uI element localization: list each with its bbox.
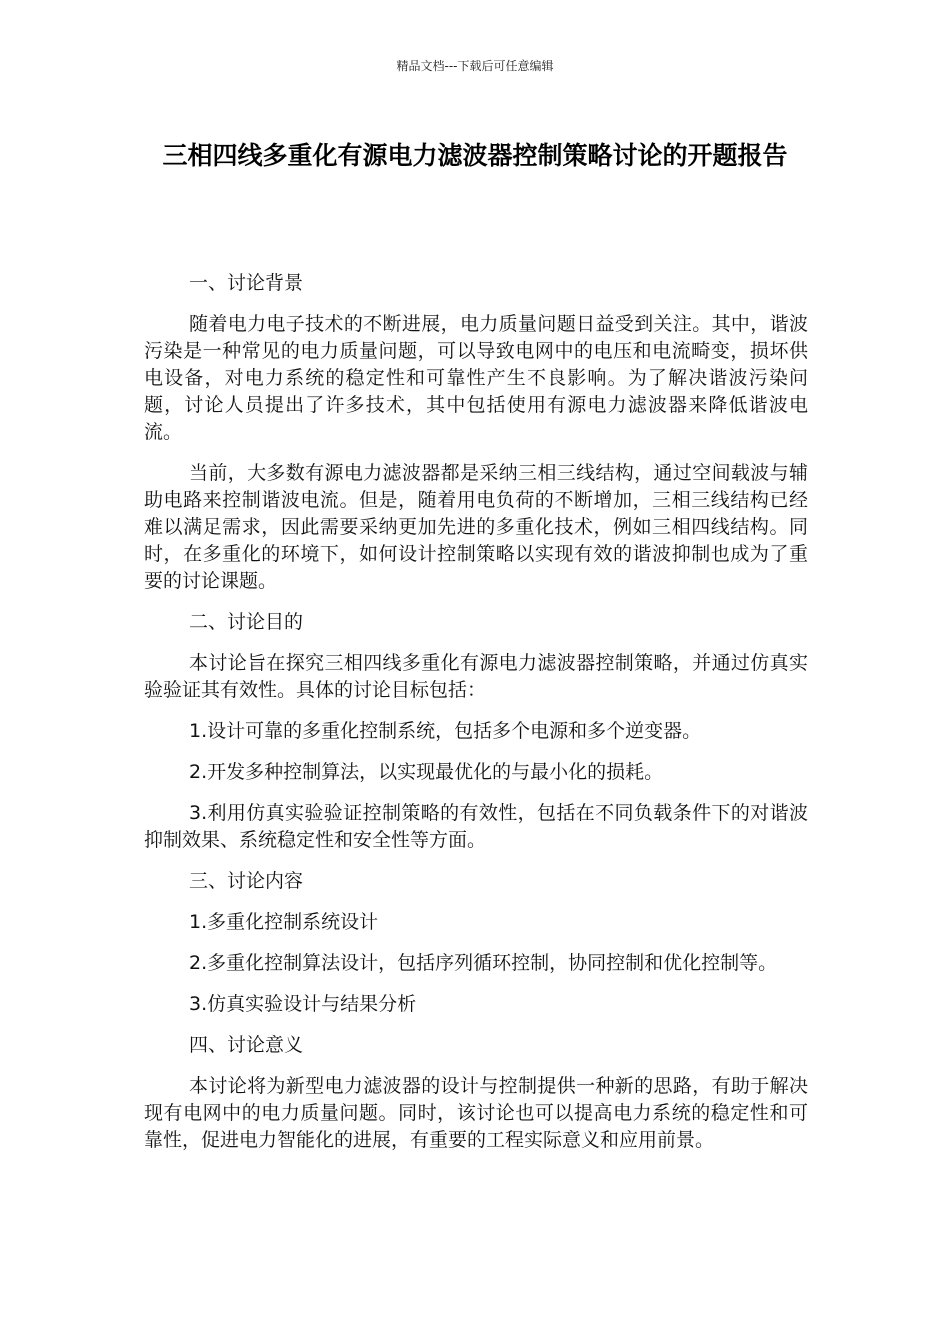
list-item-content-1: 1.多重化控制系统设计 [189,911,379,933]
section-heading-content: 三、讨论内容 [189,870,304,892]
section-heading-significance: 四、讨论意义 [189,1034,304,1056]
list-item-content-2: 2.多重化控制算法设计，包括序列循环控制，协同控制和优化控制等。 [189,952,778,974]
document-body [144,270,808,1168]
document-title: 三相四线多重化有源电力滤波器控制策略讨论的开题报告 [162,141,788,170]
section-heading-purpose: 二、讨论目的 [189,611,304,633]
list-item-purpose-3: 3.利用仿真实验验证控制策略的有效性，包括在不同负载条件下的对谐波抑制效果、系统稳定性和安全性等方面。 [144,802,808,851]
list-item-purpose-1: 1.设计可靠的多重化控制系统，包括多个电源和多个逆变器。 [189,720,702,742]
paragraph-background-2: 当前，大多数有源电力滤波器都是采纳三相三线结构，通过空间载波与辅助电路来控制谐波电流。但是，随着用电负荷的不断增加，三相三线结构已经难以满足需求，因此需要采纳更加先进的多重化技术，例如三相四线结构。同时，在多重化的环境下，如何设计控制策略以实现有效的谐波抑制也成为了重要的讨论课题。 [144,462,808,592]
paragraph-purpose: 本讨论旨在探究三相四线多重化有源电力滤波器控制策略，并通过仿真实验验证其有效性。具体的讨论目标包括： [144,652,808,701]
list-item-content-3: 3.仿真实验设计与结果分析 [189,993,417,1015]
paragraph-background-1: 随着电力电子技术的不断进展，电力质量问题日益受到关注。其中，谐波污染是一种常见的电力质量问题，可以导致电网中的电压和电流畸变，损坏供电设备，对电力系统的稳定性和可靠性产生不良影响。为了解决谐波污染问题，讨论人员提出了许多技术，其中包括使用有源电力滤波器来降低谐波电流。 [144,313,808,443]
paragraph-significance: 本讨论将为新型电力滤波器的设计与控制提供一种新的思路，有助于解决现有电网中的电力质量问题。同时，该讨论也可以提高电力系统的稳定性和可靠性，促进电力智能化的进展，有重要的工程实际意义和应用前景。 [144,1075,808,1151]
header-note: 精品文档---下载后可任意编辑 [396,59,554,73]
section-heading-background: 一、讨论背景 [189,272,304,294]
list-item-purpose-2: 2.开发多种控制算法，以实现最优化的与最小化的损耗。 [189,761,664,783]
